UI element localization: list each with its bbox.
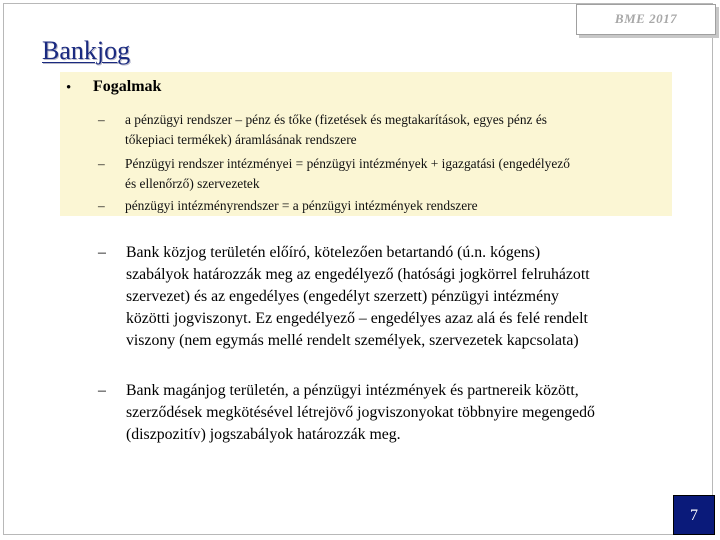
text-line: a pénzügyi rendszer – pénz és tőke (fizetések és megtakarítások, egyes pénz és <box>125 112 547 127</box>
bullet-symbol: • <box>66 80 72 96</box>
definition-text <box>125 154 673 194</box>
text-line: pénzügyi intézményrendszer = a pénzügyi intézmények rendszere <box>125 198 478 213</box>
dash-marker: – <box>98 382 106 399</box>
dash-marker: – <box>98 244 106 261</box>
text-line: tőkepiaci termékek) áramlásának rendszere <box>125 132 357 147</box>
paragraph-text <box>126 380 666 446</box>
dash-marker: – <box>98 198 105 213</box>
text-line: és ellenőrző) szervezetek <box>125 176 260 191</box>
text-line: (diszpozitív) jogszabályok határozzák meg. <box>126 426 401 443</box>
text-line: Bank magánjog területén, a pénzügyi intézmények és partnereik között, <box>126 382 579 399</box>
text-line: szerződések megkötésével létrejövő jogviszonyokat többnyire megengedő <box>126 404 595 421</box>
dash-marker: – <box>98 112 105 127</box>
dash-marker: – <box>98 156 105 171</box>
text-line: Bank közjog területén előíró, kötelezően betartandó (ú.n. kógens) <box>126 244 541 261</box>
slide-title: Bankjog <box>42 36 131 65</box>
text-line: Pénzügyi rendszer intézményei = pénzügyi intézmények + igazgatási (engedélyező <box>125 156 570 171</box>
definition-text <box>125 110 673 150</box>
text-line: szervezet) és az engedélyes (engedélyt szerzett) pénzügyi intézmény <box>126 288 559 305</box>
header-text: BME 2017 <box>614 11 678 26</box>
page-number: 7 <box>690 507 698 524</box>
text-line: viszony (nem egymás mellé rendelt személyek, szervezetek kapcsolata) <box>126 332 579 349</box>
bullet-heading: Fogalmak <box>93 78 162 95</box>
header-badge <box>576 4 716 35</box>
paragraph-text <box>126 242 666 352</box>
page-number-badge <box>673 495 715 535</box>
text-line: szabályok határozzák meg az engedélyező (hatósági jogkörrel felruházott <box>126 266 590 283</box>
text-line: közötti jogviszonyt. Ez engedélyező – engedélyes azaz alá és felé rendelt <box>126 310 588 327</box>
definition-text <box>125 196 673 216</box>
